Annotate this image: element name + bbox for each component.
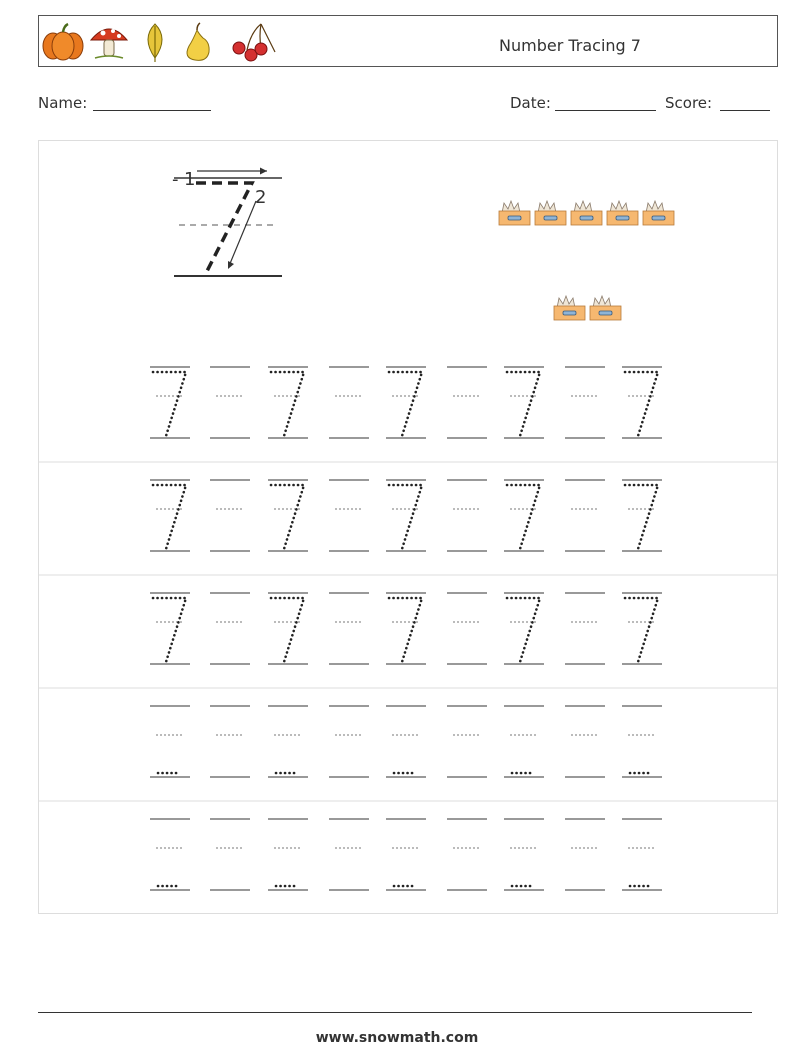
basket-icon bbox=[643, 201, 674, 225]
traceable-digit bbox=[271, 485, 304, 549]
writing-cell[interactable] bbox=[622, 706, 662, 777]
writing-cell[interactable] bbox=[622, 819, 662, 890]
writing-cell[interactable] bbox=[447, 367, 487, 438]
practice-row bbox=[150, 593, 662, 664]
writing-cell[interactable] bbox=[504, 593, 544, 664]
traceable-digit bbox=[153, 372, 186, 436]
traceable-digit bbox=[625, 598, 658, 662]
name-label: Name: bbox=[38, 94, 88, 112]
worksheet-title: Number Tracing 7 bbox=[499, 36, 641, 55]
writing-cell[interactable] bbox=[386, 593, 426, 664]
score-field[interactable] bbox=[720, 110, 770, 111]
writing-cell[interactable] bbox=[329, 593, 369, 664]
writing-cell[interactable] bbox=[150, 367, 190, 438]
traceable-digit bbox=[153, 598, 186, 662]
writing-cell[interactable] bbox=[565, 480, 605, 551]
traceable-digit bbox=[625, 372, 658, 436]
header-icons bbox=[39, 16, 279, 68]
writing-cell[interactable] bbox=[565, 706, 605, 777]
writing-cell[interactable] bbox=[268, 706, 308, 777]
writing-cell[interactable] bbox=[150, 480, 190, 551]
mushroom-icon bbox=[91, 29, 127, 58]
writing-cell[interactable] bbox=[268, 480, 308, 551]
writing-cell[interactable] bbox=[329, 367, 369, 438]
practice-row bbox=[150, 367, 662, 438]
worksheet-header bbox=[38, 15, 778, 67]
pear-icon bbox=[187, 23, 209, 60]
pumpkin-icon bbox=[43, 24, 83, 60]
writing-cell[interactable] bbox=[268, 819, 308, 890]
basket-icon bbox=[571, 201, 602, 225]
traceable-digit bbox=[389, 372, 422, 436]
stroke-order-guide bbox=[172, 168, 282, 277]
writing-cell[interactable] bbox=[329, 706, 369, 777]
writing-cell[interactable] bbox=[210, 367, 250, 438]
writing-cell[interactable] bbox=[210, 480, 250, 551]
stroke1-number: 1 bbox=[184, 169, 196, 190]
traceable-digit bbox=[507, 598, 540, 662]
footer-divider bbox=[38, 1012, 752, 1013]
writing-cell[interactable] bbox=[447, 706, 487, 777]
writing-cell[interactable] bbox=[268, 367, 308, 438]
writing-cell[interactable] bbox=[447, 480, 487, 551]
basket-groups bbox=[499, 201, 674, 320]
writing-cell[interactable] bbox=[622, 367, 662, 438]
writing-cell[interactable] bbox=[268, 593, 308, 664]
practice-panel bbox=[38, 140, 778, 914]
basket-icon bbox=[499, 201, 530, 225]
writing-cell[interactable] bbox=[150, 593, 190, 664]
writing-cell[interactable] bbox=[565, 593, 605, 664]
writing-cell[interactable] bbox=[504, 367, 544, 438]
date-field[interactable] bbox=[555, 110, 656, 111]
writing-cell[interactable] bbox=[386, 480, 426, 551]
name-field[interactable] bbox=[93, 110, 211, 111]
writing-cell[interactable] bbox=[329, 819, 369, 890]
writing-cell[interactable] bbox=[210, 593, 250, 664]
writing-cell[interactable] bbox=[504, 706, 544, 777]
writing-cell[interactable] bbox=[565, 819, 605, 890]
basket-icon bbox=[590, 296, 621, 320]
traceable-digit bbox=[271, 598, 304, 662]
writing-cell[interactable] bbox=[210, 706, 250, 777]
writing-cell[interactable] bbox=[622, 593, 662, 664]
score-label: Score: bbox=[665, 94, 713, 112]
writing-cell[interactable] bbox=[504, 480, 544, 551]
basket-icon bbox=[607, 201, 638, 225]
writing-cell[interactable] bbox=[150, 819, 190, 890]
writing-cell[interactable] bbox=[150, 706, 190, 777]
writing-cell[interactable] bbox=[386, 819, 426, 890]
writing-cell[interactable] bbox=[565, 367, 605, 438]
practice-row bbox=[150, 480, 662, 551]
leaf-icon bbox=[148, 24, 162, 62]
writing-cell[interactable] bbox=[622, 480, 662, 551]
writing-cell[interactable] bbox=[447, 819, 487, 890]
writing-cell[interactable] bbox=[386, 706, 426, 777]
basket-icon bbox=[535, 201, 566, 225]
traceable-digit bbox=[389, 598, 422, 662]
svg-text:-: - bbox=[172, 169, 179, 190]
cherries-icon bbox=[233, 24, 275, 61]
traceable-digit bbox=[389, 485, 422, 549]
traceable-digit bbox=[153, 485, 186, 549]
writing-cell[interactable] bbox=[210, 819, 250, 890]
footer-website[interactable]: www.snowmath.com bbox=[315, 1030, 479, 1046]
writing-cell[interactable] bbox=[447, 593, 487, 664]
basket-icon bbox=[554, 296, 585, 320]
stroke2-number: 2 bbox=[255, 187, 267, 208]
writing-cell[interactable] bbox=[504, 819, 544, 890]
practice-rows bbox=[39, 349, 777, 915]
writing-cell[interactable] bbox=[386, 367, 426, 438]
traceable-digit bbox=[625, 485, 658, 549]
practice-row bbox=[150, 819, 662, 890]
practice-row bbox=[150, 706, 662, 777]
writing-cell[interactable] bbox=[329, 480, 369, 551]
example-section bbox=[39, 141, 777, 349]
date-label: Date: bbox=[510, 94, 551, 112]
traceable-digit bbox=[271, 372, 304, 436]
traceable-digit bbox=[507, 485, 540, 549]
traceable-digit bbox=[507, 372, 540, 436]
